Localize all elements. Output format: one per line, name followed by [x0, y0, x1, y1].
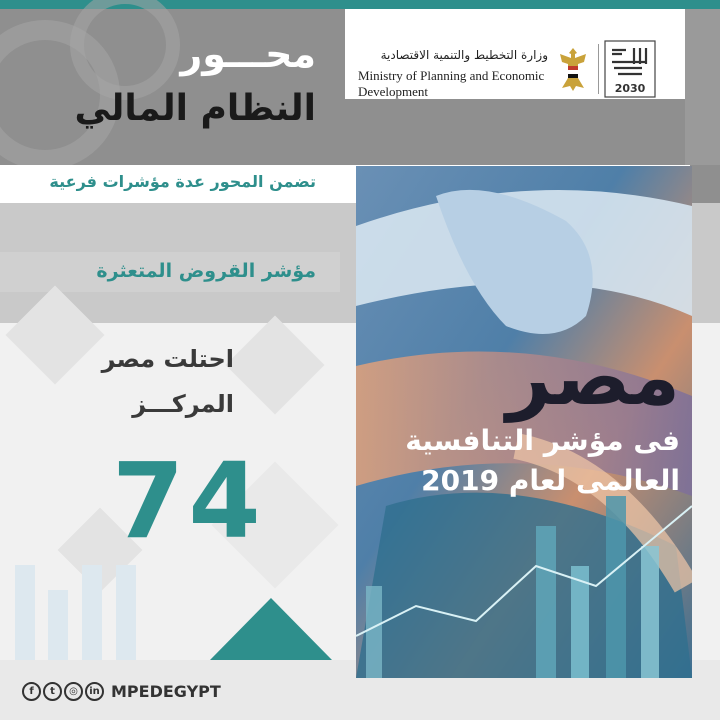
cover-headline: مصر: [506, 333, 680, 423]
indicator-name: مؤشر القروض المتعثرة: [96, 260, 316, 282]
cover-subheading-line1: فى مؤشر التنافسية: [405, 424, 680, 457]
facebook-icon[interactable]: f: [22, 682, 41, 701]
egypt-eagle-emblem-icon: [556, 44, 590, 94]
page-subtitle: النظام المالي: [74, 88, 316, 129]
bar-decoration: [82, 565, 102, 660]
page-title: محـــور: [180, 32, 316, 76]
rank-number: 74: [112, 440, 265, 562]
social-handle[interactable]: MPEDEGYPT: [111, 682, 221, 701]
cover-image: [356, 166, 692, 678]
ministry-name-ar: وزارة التخطيط والتنمية الاقتصادية: [380, 48, 548, 62]
linkedin-icon[interactable]: in: [85, 682, 104, 701]
bar-decoration: [48, 590, 68, 660]
header-right-bar: [685, 9, 720, 165]
bar-decoration: [116, 565, 136, 660]
triangle-decoration: [210, 598, 332, 660]
tagline: تضمن المحور عدة مؤشرات فرعية: [49, 172, 316, 191]
instagram-icon[interactable]: ◎: [64, 682, 83, 701]
strip-right-bar: [690, 165, 720, 203]
egypt-vision-2030-logo: [604, 40, 656, 98]
bar-decoration: [15, 565, 35, 660]
rank-label-line1: احتلت مصر: [101, 345, 234, 373]
cover-subheading-line2: العالمى لعام 2019: [421, 464, 680, 497]
social-links: [22, 682, 221, 701]
rank-label-line2: المركـــز: [132, 390, 234, 418]
twitter-icon[interactable]: t: [43, 682, 62, 701]
ministry-name-en-line2: Development: [358, 84, 429, 99]
logo-divider: [598, 44, 599, 94]
ministry-name-en-line1: Ministry of Planning and Economic: [358, 68, 545, 83]
svg-text:2030: 2030: [614, 82, 646, 95]
